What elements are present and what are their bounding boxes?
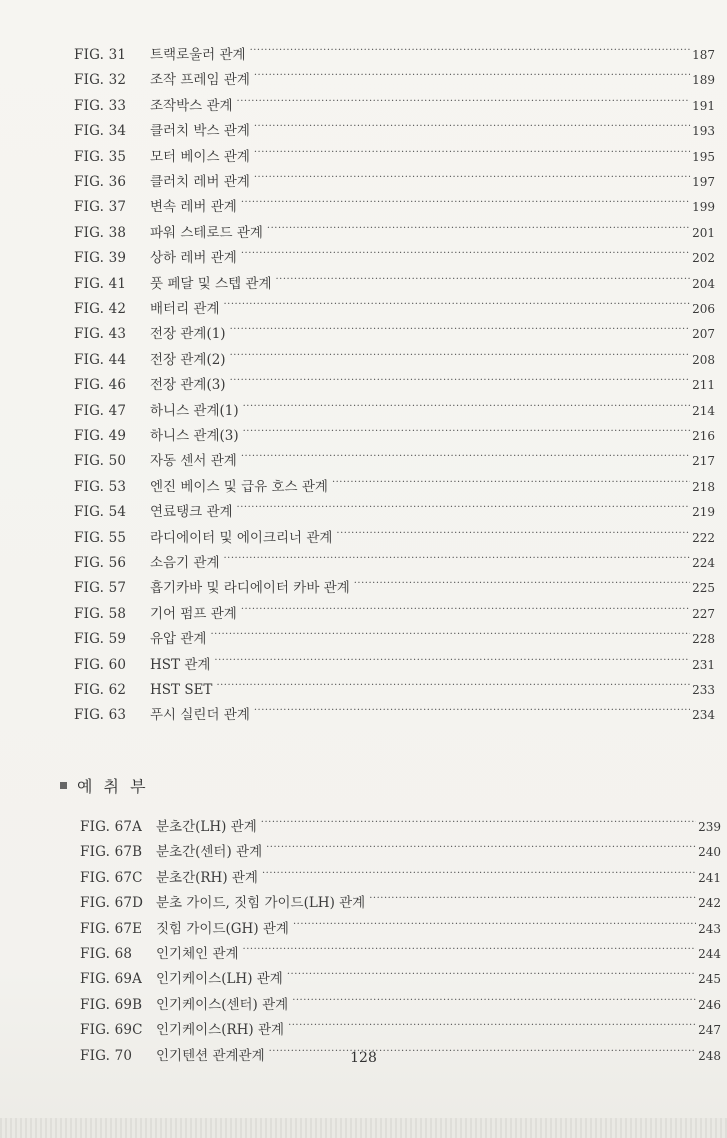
dot-leader xyxy=(276,268,691,288)
entry-title: 조작 프레임 관계 xyxy=(150,72,250,89)
entry-title: 클러치 레버 관계 xyxy=(150,174,250,190)
entry-title: 엔진 베이스 및 급유 호스 관계 xyxy=(150,478,328,495)
entry-page-number: 216 xyxy=(692,429,715,443)
entry-title: 파워 스테로드 관계 xyxy=(150,224,263,241)
entry-title: 분초간(LH) 관계 xyxy=(156,819,257,835)
figure-number: FIG. 54 xyxy=(74,504,127,521)
entry-page-number: 195 xyxy=(692,149,715,164)
entry-title: 클러치 박스 관계 xyxy=(150,123,250,140)
dot-leader xyxy=(241,445,690,465)
entry-page-number: 207 xyxy=(692,327,715,342)
entry-title: 인기케이스(LH) 관계 xyxy=(156,971,283,988)
dot-leader xyxy=(287,963,696,983)
figure-number: FIG. 50 xyxy=(74,453,127,470)
entry-title: 유압 관계 xyxy=(150,631,207,648)
dot-leader xyxy=(250,39,691,59)
entry-title: 소음기 관계 xyxy=(150,555,220,571)
entry-page-number: 231 xyxy=(692,657,715,672)
dot-leader xyxy=(267,217,690,237)
entry-page-number: 233 xyxy=(692,683,715,697)
dot-leader xyxy=(243,420,690,440)
toc-entry xyxy=(74,344,715,368)
toc-entry xyxy=(80,1014,721,1039)
dot-leader xyxy=(266,836,696,856)
figure-number: FIG. 67C xyxy=(80,869,143,886)
toc-entry xyxy=(74,649,715,673)
entry-page-number: 197 xyxy=(692,175,715,189)
entry-page-number: 201 xyxy=(692,225,715,240)
dot-leader xyxy=(288,1014,696,1034)
figure-number: FIG. 58 xyxy=(74,605,127,622)
figure-number: FIG. 63 xyxy=(74,707,127,724)
entry-title: 연료탱크 관계 xyxy=(150,504,233,521)
figure-number: FIG. 67A xyxy=(80,819,143,835)
toc-entry xyxy=(80,989,721,1013)
entry-page-number: 247 xyxy=(698,1023,721,1038)
dot-leader xyxy=(216,674,690,694)
entry-title: 자동 센서 관계 xyxy=(150,453,237,470)
square-bullet-icon xyxy=(60,782,67,789)
entry-page-number: 234 xyxy=(692,708,715,723)
entry-page-number: 222 xyxy=(692,530,715,545)
toc-entry xyxy=(80,913,721,937)
figure-number: FIG. 41 xyxy=(74,275,127,292)
entry-page-number: 187 xyxy=(692,48,715,62)
entry-page-number: 227 xyxy=(692,606,715,621)
entry-page-number: 214 xyxy=(692,403,715,418)
toc-entry xyxy=(80,862,721,886)
figure-number: FIG. 67D xyxy=(80,895,144,912)
toc-entry xyxy=(74,369,715,394)
dot-leader xyxy=(262,862,696,882)
entry-page-number: 240 xyxy=(698,845,721,860)
toc-entry xyxy=(80,963,721,988)
entry-page-number: 224 xyxy=(692,556,715,570)
entry-title: 하니스 관계(1) xyxy=(150,402,239,419)
figure-number: FIG. 34 xyxy=(74,123,127,140)
entry-page-number: 241 xyxy=(698,870,721,885)
entry-page-number: 225 xyxy=(692,581,715,596)
entry-page-number: 193 xyxy=(692,124,715,139)
entry-page-number: 202 xyxy=(692,251,715,266)
entry-title: 변속 레버 관계 xyxy=(150,199,237,216)
figure-number: FIG. 53 xyxy=(74,478,127,495)
dot-leader xyxy=(332,471,690,491)
section-heading xyxy=(60,774,149,797)
toc-entry xyxy=(74,395,715,419)
figure-number: FIG. 39 xyxy=(74,250,127,267)
page-number: 128 xyxy=(350,1050,377,1066)
entry-title: 풋 페달 및 스텝 관계 xyxy=(150,275,272,292)
toc-entry xyxy=(74,64,715,89)
entry-page-number: 228 xyxy=(692,632,715,647)
dot-leader xyxy=(224,293,691,313)
entry-title: 분초 가이드, 짓힘 가이드(LH) 관계 xyxy=(156,895,366,912)
entry-title: 인기체인 관계 xyxy=(156,946,239,962)
dot-leader xyxy=(241,598,690,618)
toc-entry xyxy=(74,242,715,267)
dot-leader xyxy=(237,90,691,110)
entry-page-number: 242 xyxy=(698,896,721,911)
entry-page-number: 206 xyxy=(692,302,715,316)
entry-page-number: 239 xyxy=(698,820,721,834)
figure-number: FIG. 42 xyxy=(74,301,127,317)
figure-number: FIG. 38 xyxy=(74,224,127,241)
figure-number: FIG. 67B xyxy=(80,844,143,861)
dot-leader xyxy=(354,572,690,592)
dot-leader xyxy=(224,547,691,567)
entry-page-number: 204 xyxy=(692,276,715,291)
figure-number: FIG. 62 xyxy=(74,682,127,698)
dot-leader xyxy=(230,344,691,364)
dot-leader xyxy=(214,649,690,669)
toc-entry xyxy=(74,623,715,648)
entry-page-number: 189 xyxy=(692,73,715,88)
figure-number: FIG. 69C xyxy=(80,1022,143,1039)
toc-entry xyxy=(80,887,721,912)
figure-number: FIG. 57 xyxy=(74,580,127,597)
figure-number: FIG. 35 xyxy=(74,148,127,165)
dot-leader xyxy=(241,191,690,211)
toc-entry xyxy=(74,39,715,63)
entry-page-number: 245 xyxy=(698,972,721,987)
entry-title: 상하 레버 관계 xyxy=(150,250,237,267)
dot-leader xyxy=(336,522,690,542)
figure-number: FIG. 32 xyxy=(74,72,127,89)
figure-number: FIG. 59 xyxy=(74,631,127,648)
toc-entry xyxy=(74,318,715,343)
entry-page-number: 218 xyxy=(692,479,715,494)
entry-title: 전장 관계(1) xyxy=(150,326,226,343)
entry-title: 인기케이스(센터) 관계 xyxy=(156,996,289,1013)
entry-title: 하니스 관계(3) xyxy=(150,428,239,444)
toc-entry xyxy=(74,293,715,317)
entry-page-number: 248 xyxy=(698,1048,721,1063)
dot-leader xyxy=(293,913,696,933)
toc-entry xyxy=(74,445,715,470)
entry-title: 인기텐션 관계관계 xyxy=(156,1047,265,1064)
figure-number: FIG. 43 xyxy=(74,326,127,343)
dot-leader xyxy=(292,989,696,1009)
entry-page-number: 199 xyxy=(692,200,715,215)
entry-title: HST 관계 xyxy=(150,656,211,673)
dot-leader xyxy=(230,318,691,338)
dot-leader xyxy=(254,115,690,135)
figure-number: FIG. 56 xyxy=(74,555,127,571)
figure-number: FIG. 68 xyxy=(80,946,133,962)
dot-leader xyxy=(237,496,691,516)
entry-page-number: 246 xyxy=(698,997,721,1012)
toc-entry xyxy=(74,115,715,140)
figure-number: FIG. 70 xyxy=(80,1047,133,1064)
figure-number: FIG. 67E xyxy=(80,920,143,937)
entry-title: 기어 펌프 관계 xyxy=(150,605,237,622)
toc-entry xyxy=(74,217,715,241)
toc-entry xyxy=(74,166,715,190)
toc-entry xyxy=(74,496,715,521)
entry-title: 짓힘 가이드(GH) 관계 xyxy=(156,920,289,937)
entry-title: 흡기카바 및 라디에이터 카바 관계 xyxy=(150,580,350,597)
figure-number: FIG. 47 xyxy=(74,402,127,419)
entry-title: 푸시 실린더 관계 xyxy=(150,707,250,724)
toc-entry xyxy=(74,191,715,216)
figure-number: FIG. 33 xyxy=(74,97,127,114)
toc-entry xyxy=(80,811,721,835)
entry-page-number: 243 xyxy=(698,921,721,936)
figure-number: FIG. 46 xyxy=(74,377,127,394)
entry-page-number: 219 xyxy=(692,505,715,520)
dot-leader xyxy=(243,395,690,415)
entry-title: 라디에이터 및 에이크리너 관계 xyxy=(150,529,333,546)
toc-entry xyxy=(74,699,715,724)
entry-title: 분초간(RH) 관계 xyxy=(156,869,258,886)
toc-entry xyxy=(80,836,721,861)
figure-number: FIG. 60 xyxy=(74,656,127,673)
scan-edge xyxy=(0,1118,727,1138)
entry-title: 배터리 관계 xyxy=(150,301,220,317)
toc-entry xyxy=(74,674,715,698)
toc-entry xyxy=(74,268,715,292)
dot-leader xyxy=(254,141,690,161)
entry-title: 전장 관계(3) xyxy=(150,377,226,394)
dot-leader xyxy=(241,242,690,262)
figure-number: FIG. 31 xyxy=(74,47,127,63)
entry-title: 조작박스 관계 xyxy=(150,97,233,114)
figure-number: FIG. 55 xyxy=(74,529,127,546)
entry-page-number: 211 xyxy=(692,378,715,393)
entry-page-number: 217 xyxy=(692,454,715,469)
dot-leader xyxy=(243,938,697,958)
figure-number: FIG. 69B xyxy=(80,996,143,1013)
dot-leader xyxy=(369,887,696,907)
toc-entry xyxy=(74,90,715,114)
toc-entry xyxy=(74,572,715,597)
dot-leader xyxy=(254,64,690,84)
entry-title: HST SET xyxy=(150,682,213,698)
dot-leader xyxy=(210,623,690,643)
figure-number: FIG. 36 xyxy=(74,174,127,190)
figure-number: FIG. 49 xyxy=(74,428,127,444)
entry-title: 트랙로울러 관계 xyxy=(150,47,246,63)
entry-page-number: 191 xyxy=(692,98,715,113)
toc-entry xyxy=(74,547,715,571)
toc-entry xyxy=(80,938,721,962)
dot-leader xyxy=(254,166,690,186)
entry-title: 모터 베이스 관계 xyxy=(150,148,250,165)
figure-number: FIG. 69A xyxy=(80,971,143,988)
section-title: 예 취 부 xyxy=(77,777,149,796)
toc-entry xyxy=(74,522,715,546)
dot-leader xyxy=(230,369,691,389)
figure-number: FIG. 37 xyxy=(74,199,127,216)
toc-entry xyxy=(74,471,715,495)
toc-entry xyxy=(74,598,715,622)
toc-entry xyxy=(74,420,715,444)
toc-entry xyxy=(74,141,715,165)
entry-title: 전장 관계(2) xyxy=(150,351,226,368)
entry-page-number: 244 xyxy=(698,947,721,961)
dot-leader xyxy=(254,699,690,719)
entry-page-number: 208 xyxy=(692,352,715,367)
figure-number: FIG. 44 xyxy=(74,351,127,368)
dot-leader xyxy=(261,811,696,831)
entry-title: 분초간(센터) 관계 xyxy=(156,844,263,861)
entry-title: 인기케이스(RH) 관계 xyxy=(156,1022,285,1039)
